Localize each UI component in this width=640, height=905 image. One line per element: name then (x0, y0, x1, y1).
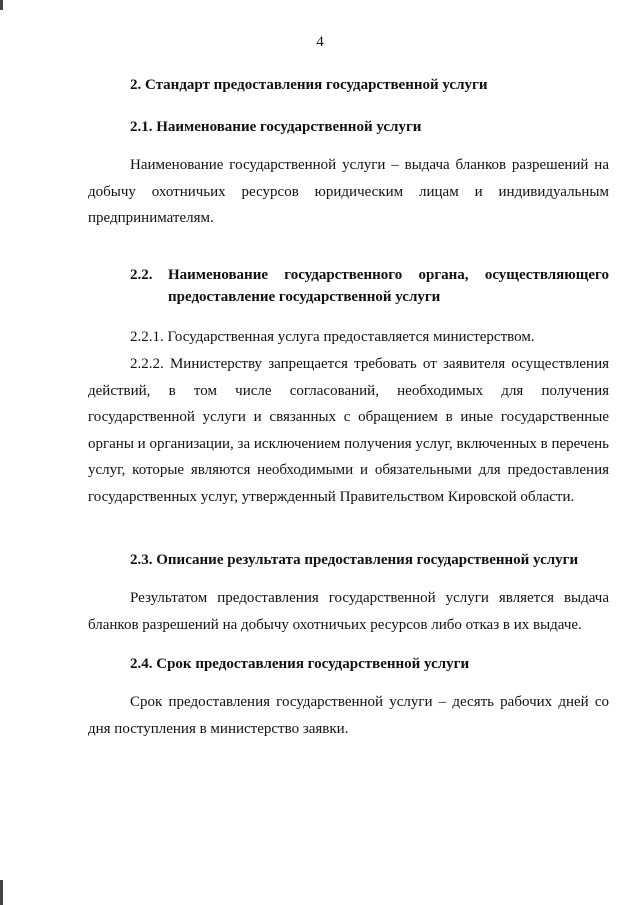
section-2-heading: 2. Стандарт предоставления государственной услуги (130, 77, 488, 93)
section-2-2-1-text: 2.2.1. Государственная услуга предоставляется министерством. (130, 329, 535, 345)
section-2-1-text: Наименование государственной услуги – выдача бланков разрешений на добычу охотничьих ресурсов юридическим лицам и индивидуальным предпринимателям. (88, 157, 609, 226)
section-2-1-heading: 2.1. Наименование государственной услуги (130, 119, 422, 135)
section-2-3-text: Результатом предоставления государственной услуги является выдача бланков разрешений на добычу охотничьих ресурсов либо отказ в их выдаче. (88, 590, 609, 633)
section-2-2-heading (130, 264, 609, 308)
section-2-2-title: Наименование государственного органа, осуществляющего предоставление государственной услуги (168, 267, 609, 305)
scan-edge-mark (0, 880, 3, 905)
page-number: 4 (316, 34, 324, 50)
section-2-4-text: Срок предоставления государственной услуги – десять рабочих дней со дня поступления в министерство заявки. (88, 694, 609, 737)
section-2-2-number: 2.2. (130, 267, 153, 283)
section-2-2-2-text: 2.2.2. Министерству запрещается требовать от заявителя осуществления действий, в том числе согласований, необходимых для получения государственной услуги и связанных с обращением в иные государственные органы и организации, за исключением получения услуг, включенных в перечень услуг, которые являются необходимыми и обязательными для предоставления государственных услуг, утвержденный Правительством Кировской области. (88, 356, 609, 505)
scan-edge-mark (0, 0, 3, 10)
section-2-4-heading: 2.4. Срок предоставления государственной услуги (130, 656, 470, 672)
section-2-3-heading: 2.3. Описание результата предоставления государственной услуги (130, 552, 579, 568)
